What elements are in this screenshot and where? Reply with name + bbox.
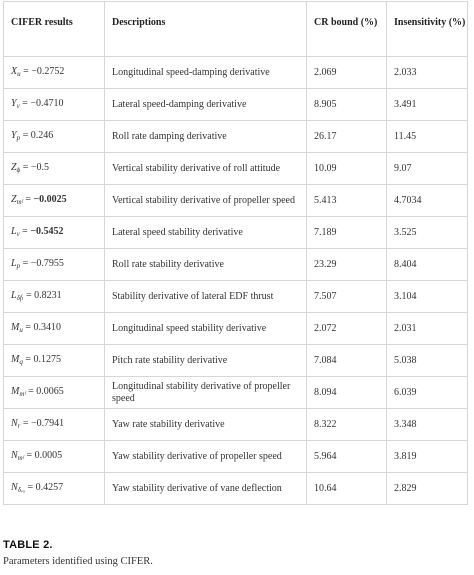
parameter-symbol: Z [11,161,17,173]
cell-insensitivity: 3.491 [387,89,468,121]
caption-title: TABLE 2. [3,539,53,551]
cell-cr-bound: 8.322 [307,409,387,441]
cell-description: Yaw stability derivative of vane deflection [105,473,307,505]
parameter-expression [11,354,61,365]
cell-insensitivity: 2.031 [387,313,468,345]
parameter-value: 0.8231 [34,289,62,301]
parameter-symbol: Z [11,193,17,205]
parameter-value: 0.0065 [36,385,64,397]
parameter-expression [11,290,62,301]
parameter-expression [11,66,64,77]
parameter-symbol: L [11,225,17,237]
cell-description: Roll rate damping derivative [105,121,307,153]
cell-insensitivity: 8.404 [387,249,468,281]
table-caption [3,539,153,567]
cell-insensitivity: 2.033 [387,57,468,89]
header-descriptions: Descriptions [105,2,307,57]
parameter-expression [11,418,64,429]
parameter-expression [11,322,61,333]
parameter-equals: = [20,257,31,269]
parameter-subscript: q [19,357,23,366]
parameter-value: 0.3410 [33,321,61,333]
parameter-value: −0.2752 [31,65,65,77]
cell-description: Roll rate stability derivative [105,249,307,281]
parameter-value: 0.246 [30,129,54,141]
cell-cr-bound: 7.507 [307,281,387,313]
table-row [4,409,468,441]
cell-description: Longitudinal stability derivative of propeller speed [105,377,307,409]
parameters-table-container [3,1,467,505]
parameter-subscript: v [16,101,20,110]
header-insensitivity: Insensitivity (%) [387,2,468,57]
cell-cr-bound: 7.189 [307,217,387,249]
parameter-subscript: p [16,133,21,142]
parameter-symbol: N [11,481,18,493]
parameter-value: −0.7941 [31,417,65,429]
parameter-expression [11,258,64,269]
parameter-equals: = [19,97,31,109]
table-header-row [4,2,468,57]
parameters-table [3,1,468,505]
cell-insensitivity: 6.039 [387,377,468,409]
parameter-expression [11,98,63,109]
parameter-subscript: u [17,69,21,78]
cell-cr-bound: 26.17 [307,121,387,153]
parameter-subscript: δᵥₐ [17,485,25,494]
cell-description: Stability derivative of lateral EDF thrust [105,281,307,313]
parameter-subscript: ϕ [16,165,21,174]
cell-cr-bound: 8.094 [307,377,387,409]
cell-cr-bound: 8.905 [307,89,387,121]
parameter-equals: = [20,65,32,77]
cell-insensitivity: 3.348 [387,409,468,441]
parameter-equals: = [23,449,35,461]
table-row [4,377,468,409]
parameter-value: −0.7955 [30,257,64,269]
cell-cr-bound: 2.072 [307,313,387,345]
cell-cr-bound: 5.964 [307,441,387,473]
parameter-subscript: mᶠ [17,453,24,462]
parameter-value: −0.5 [30,161,49,173]
cell-description: Lateral speed-damping derivative [105,89,307,121]
cell-parameter [4,57,105,89]
cell-description: Longitudinal speed-damping derivative [105,57,307,89]
parameter-value: 0.1275 [33,353,61,365]
parameter-subscript: u [19,325,23,334]
table-row [4,153,468,185]
parameter-equals: = [24,481,36,493]
cell-parameter [4,281,105,313]
parameter-symbol: N [11,449,18,461]
cell-parameter [4,313,105,345]
cell-cr-bound: 7.084 [307,345,387,377]
parameter-symbol: M [11,353,20,365]
table-row [4,313,468,345]
parameter-equals: = [22,193,34,205]
parameter-expression [11,130,53,141]
cell-parameter [4,121,105,153]
cell-description: Lateral speed stability derivative [105,217,307,249]
cell-description: Vertical stability derivative of roll attitude [105,153,307,185]
cell-cr-bound: 10.64 [307,473,387,505]
parameter-equals: = [25,385,37,397]
cell-cr-bound: 2.069 [307,57,387,89]
table-row [4,345,468,377]
parameter-value: −0.0025 [33,193,67,205]
cell-parameter [4,345,105,377]
cell-parameter [4,409,105,441]
parameter-subscript: r [17,421,21,430]
parameter-equals: = [20,129,31,141]
cell-insensitivity: 11.45 [387,121,468,153]
cell-parameter [4,185,105,217]
cell-parameter [4,89,105,121]
cell-parameter [4,473,105,505]
cell-parameter [4,153,105,185]
cell-insensitivity: 5.038 [387,345,468,377]
table-row [4,249,468,281]
parameter-expression [11,194,67,205]
cell-insensitivity: 3.104 [387,281,468,313]
table-row [4,281,468,313]
cell-parameter [4,377,105,409]
parameter-expression [11,386,64,397]
cell-description: Longitudinal speed stability derivative [105,313,307,345]
cell-description: Vertical stability derivative of propeller speed [105,185,307,217]
parameter-subscript: v [16,229,20,238]
parameter-subscript: mᶠ [16,197,23,206]
table-row [4,57,468,89]
parameter-expression [11,162,49,173]
parameter-symbol: X [11,65,18,77]
table-body [4,57,468,505]
cell-description: Pitch rate stability derivative [105,345,307,377]
parameter-value: −0.5452 [30,225,64,237]
table-row [4,217,468,249]
parameter-symbol: M [11,321,20,333]
table-row [4,121,468,153]
cell-cr-bound: 5.413 [307,185,387,217]
parameter-symbol: N [11,417,18,429]
parameter-subscript: p [16,261,21,270]
cell-description: Yaw stability derivative of propeller speed [105,441,307,473]
cell-parameter [4,249,105,281]
caption-text: Parameters identified using CIFER. [3,556,153,567]
parameter-expression [11,482,63,493]
cell-cr-bound: 10.09 [307,153,387,185]
parameter-value: 0.0005 [34,449,63,461]
parameter-subscript: δfₗ [16,293,24,302]
parameter-equals: = [22,353,34,365]
parameter-symbol: Y [11,129,17,141]
parameter-symbol: Y [11,97,17,109]
parameter-equals: = [22,321,34,333]
header-cr-bound: CR bound (%) [307,2,387,57]
cell-insensitivity: 2.829 [387,473,468,505]
parameter-equals: = [20,417,32,429]
cell-parameter [4,217,105,249]
parameter-symbol: M [11,385,20,397]
cell-insensitivity: 9.07 [387,153,468,185]
cell-cr-bound: 23.29 [307,249,387,281]
parameter-expression [11,450,62,461]
cell-insensitivity: 4.7034 [387,185,468,217]
parameter-expression [11,226,64,237]
table-row [4,441,468,473]
table-row [4,473,468,505]
parameter-subscript: mᶠ [19,389,26,398]
parameter-value: 0.4257 [35,481,64,493]
parameter-value: −0.4710 [30,97,64,109]
cell-insensitivity: 3.525 [387,217,468,249]
parameter-symbol: L [11,289,17,301]
cell-insensitivity: 3.819 [387,441,468,473]
table-row [4,89,468,121]
cell-parameter [4,441,105,473]
table-row [4,185,468,217]
parameter-equals: = [20,161,31,173]
parameter-symbol: L [11,257,17,269]
header-cifer-results: CIFER results [4,2,105,57]
parameter-equals: = [23,289,35,301]
cell-description: Yaw rate stability derivative [105,409,307,441]
parameter-equals: = [19,225,31,237]
